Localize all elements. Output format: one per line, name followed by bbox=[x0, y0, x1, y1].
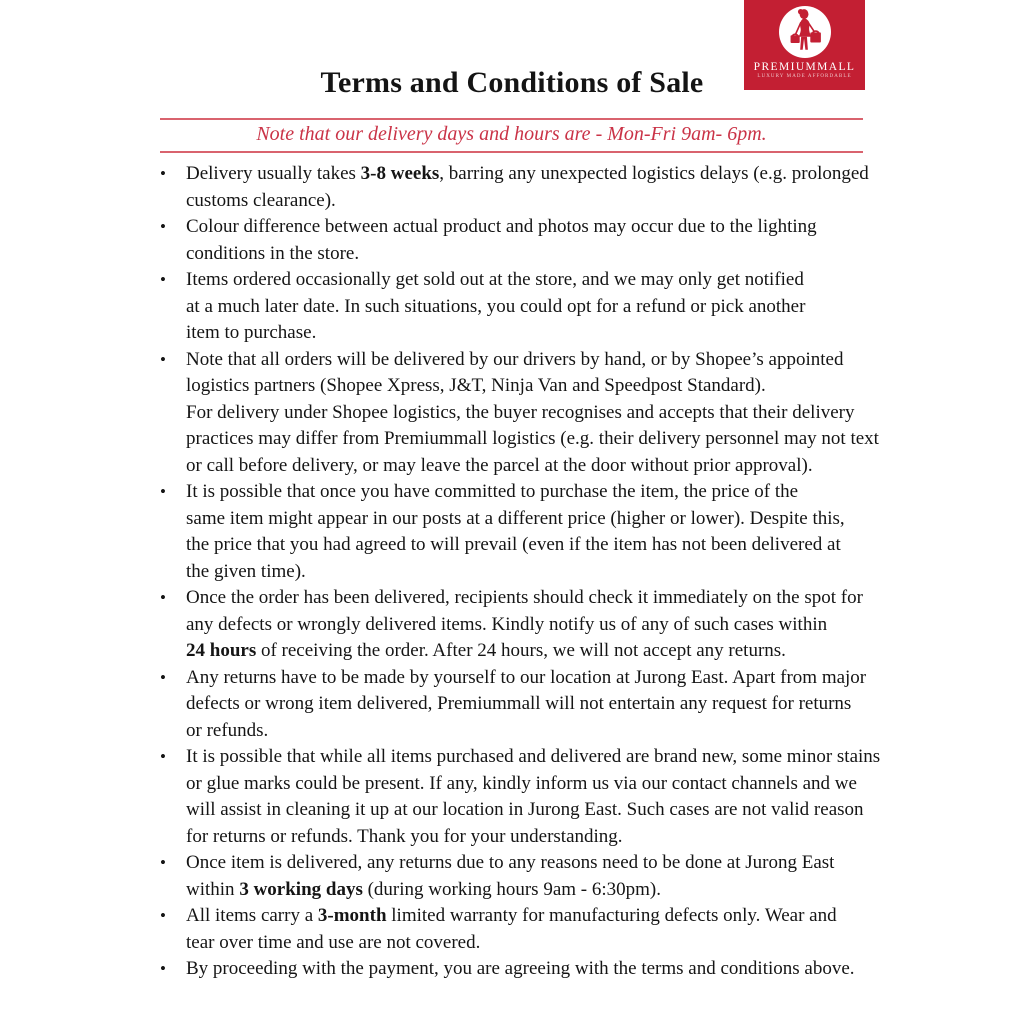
list-item bbox=[160, 479, 910, 585]
bullet-marker: • bbox=[160, 747, 166, 766]
list-item-text: Note that all orders will be delivered by our drivers by hand, or by Shopee’s appointed logistics partners (Shopee Xpress, J&T, Ninja Van and Speedpost Standard). For delivery under Shopee logistics, the buyer recognises and accepts that their delivery practices may differ from Premiummall logistics (e.g. their delivery personnel may not text or call before delivery, or may leave the parcel at the door without prior approval). bbox=[186, 348, 879, 476]
woman-shopper-icon bbox=[779, 6, 831, 58]
bullet-marker: • bbox=[160, 959, 166, 978]
list-item bbox=[160, 214, 910, 267]
bullet-marker: • bbox=[160, 853, 166, 872]
list-item bbox=[160, 903, 910, 956]
delivery-note: Note that our delivery days and hours are - Mon-Fri 9am- 6pm. bbox=[256, 123, 767, 145]
terms-list bbox=[160, 161, 910, 983]
list-item bbox=[160, 267, 910, 347]
bullet-marker: • bbox=[160, 349, 166, 369]
top-rule-divider bbox=[160, 118, 863, 120]
logo-circle bbox=[779, 6, 831, 58]
bullet-marker: • bbox=[160, 588, 166, 607]
list-item-text: It is possible that once you have committed to purchase the item, the price of the same item might appear in our posts at a different price (higher or lower). Despite this, the price that you had agreed to will prevail (even if the item has not been delivered at the given time). bbox=[186, 481, 845, 582]
list-item bbox=[160, 665, 910, 745]
list-item bbox=[160, 744, 910, 850]
list-item bbox=[160, 347, 910, 480]
bullet-marker: • bbox=[160, 217, 166, 236]
list-item-text: Colour difference between actual product and photos may occur due to the lighting conditions in the store. bbox=[186, 216, 817, 264]
list-item-text: Delivery usually takes 3-8 weeks, barring any unexpected logistics delays (e.g. prolonged customs clearance). bbox=[186, 163, 869, 211]
bullet-marker: • bbox=[160, 270, 166, 289]
bullet-marker: • bbox=[160, 667, 166, 687]
bottom-rule-divider bbox=[160, 151, 863, 153]
logo-brand-text: PREMIUMMALL bbox=[753, 61, 856, 73]
bullet-marker: • bbox=[160, 164, 166, 183]
list-item-text: Once the order has been delivered, recipients should check it immediately on the spot for any defects or wrongly delivered items. Kindly notify us of any of such cases within 24 hours of receiving the order. After 24 hours, we will not accept any returns. bbox=[186, 587, 863, 661]
list-item-text: Any returns have to be made by yourself to our location at Jurong East. Apart from major defects or wrong item delivered, Premiummall will not entertain any request for returns or refunds. bbox=[186, 666, 867, 741]
list-item-text: All items carry a 3-month limited warranty for manufacturing defects only. Wear and tear over time and use are not covered. bbox=[186, 905, 837, 953]
page-title: Terms and Conditions of Sale bbox=[320, 66, 704, 99]
list-item-text: Once item is delivered, any returns due to any reasons need to be done at Jurong East within 3 working days (during working hours 9am - 6:30pm). bbox=[186, 852, 835, 900]
list-item bbox=[160, 585, 910, 665]
logo-tagline-text: LUXURY MADE AFFORDABLE bbox=[757, 74, 852, 79]
list-item-text: Items ordered occasionally get sold out at the store, and we may only get notified at a much later date. In such situations, you could opt for a refund or pick another item to purchase. bbox=[186, 269, 806, 343]
bullet-marker: • bbox=[160, 906, 166, 925]
list-item bbox=[160, 850, 910, 903]
list-item-text: By proceeding with the payment, you are agreeing with the terms and conditions above. bbox=[186, 958, 855, 979]
list-item bbox=[160, 956, 910, 983]
bullet-marker: • bbox=[160, 482, 166, 501]
list-item-text: It is possible that while all items purchased and delivered are brand new, some minor stains or glue marks could be present. If any, kindly inform us via our contact channels and we will assist in cleaning it up at our location in Jurong East. Such cases are not valid reason for returns or refunds. Thank you for your understanding. bbox=[186, 746, 881, 847]
list-item bbox=[160, 161, 910, 214]
